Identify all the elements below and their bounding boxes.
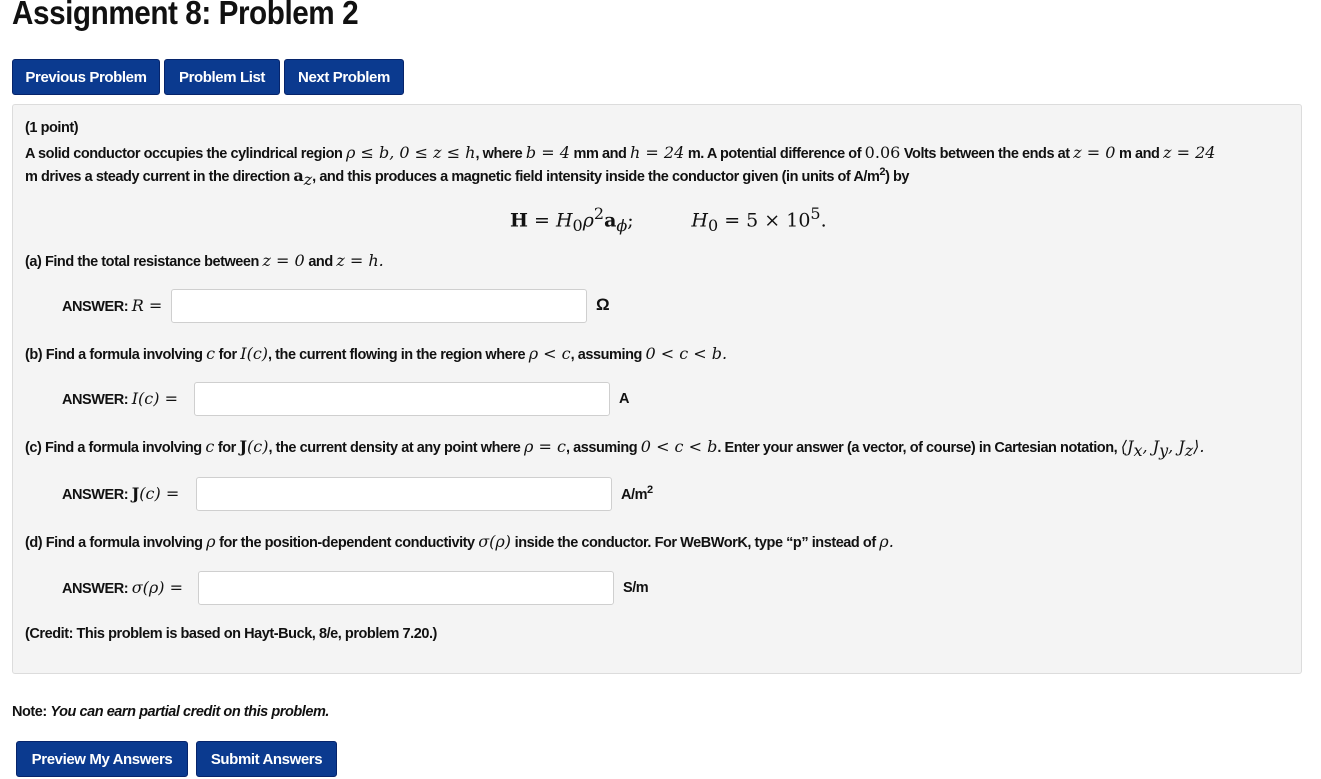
part-d-unit: S/m [623, 580, 649, 596]
field-equation: $H = H_0\rho^2a_\phi$; $H_0 = 5 \times 10^5$. [510, 204, 827, 236]
part-b-question: (b) Find a formula involving c for I(c), the current flowing in the region where ρ < c, assuming 0 < c < b. [25, 344, 728, 363]
current-density-input[interactable] [196, 477, 612, 511]
resistance-input[interactable] [171, 289, 587, 323]
part-b-unit: A [619, 391, 630, 407]
part-d-answer-label: ANSWER: σ(ρ) = [62, 578, 184, 597]
part-c-question: (c) Find a formula involving c for J(c), the current density at any point where ρ = c, assuming 0 < c < b. Enter your answer (a vector, of course) in Cartesian notation, $⟨J_x$, $J_y$, $J_z⟩$. [25, 437, 1205, 460]
part-a-answer-label: ANSWER: R = [62, 296, 163, 315]
part-c-unit: $A/m^2$ [621, 484, 653, 503]
part-b-answer-label: ANSWER: I(c) = [62, 389, 178, 408]
points-label: (1 point) [25, 120, 79, 136]
part-a-unit: Ω [596, 295, 610, 314]
conductivity-input[interactable] [198, 571, 614, 605]
current-input[interactable] [194, 382, 610, 416]
page-title: Assignment 8: Problem 2 [12, 0, 359, 31]
preview-answers-button[interactable]: Preview My Answers [16, 741, 188, 777]
part-a-question: (a) Find the total resistance between z = 0 and z = h. [25, 251, 384, 270]
problem-intro-line-1: A solid conductor occupies the cylindrical region ρ ≤ b, 0 ≤ z ≤ h, where b = 4 mm and h = 24 m. A potential difference of 0.06 Volts between the ends at z = 0 m and z = 24 [25, 143, 1216, 162]
credit-note: (Credit: This problem is based on Hayt-Buck, 8/e, problem 7.20.) [25, 626, 437, 642]
part-d-question: (d) Find a formula involving ρ for the position-dependent conductivity σ(ρ) inside the conductor. For WeBWorK, type “p” instead of ρ. [25, 532, 894, 551]
submit-answers-button[interactable]: Submit Answers [196, 741, 337, 777]
next-problem-button[interactable]: Next Problem [284, 59, 404, 95]
previous-problem-button[interactable]: Previous Problem [12, 59, 160, 95]
partial-credit-note: Note: You can earn partial credit on this problem. [12, 704, 329, 720]
problem-intro-line-2: m drives a steady current in the direction $a_z$, and this produces a magnetic field intensity inside the conductor given (in units of $A/m^2$) by [25, 166, 910, 189]
problem-list-button[interactable]: Problem List [164, 59, 280, 95]
part-c-answer-label: ANSWER: J(c) = [62, 484, 180, 503]
